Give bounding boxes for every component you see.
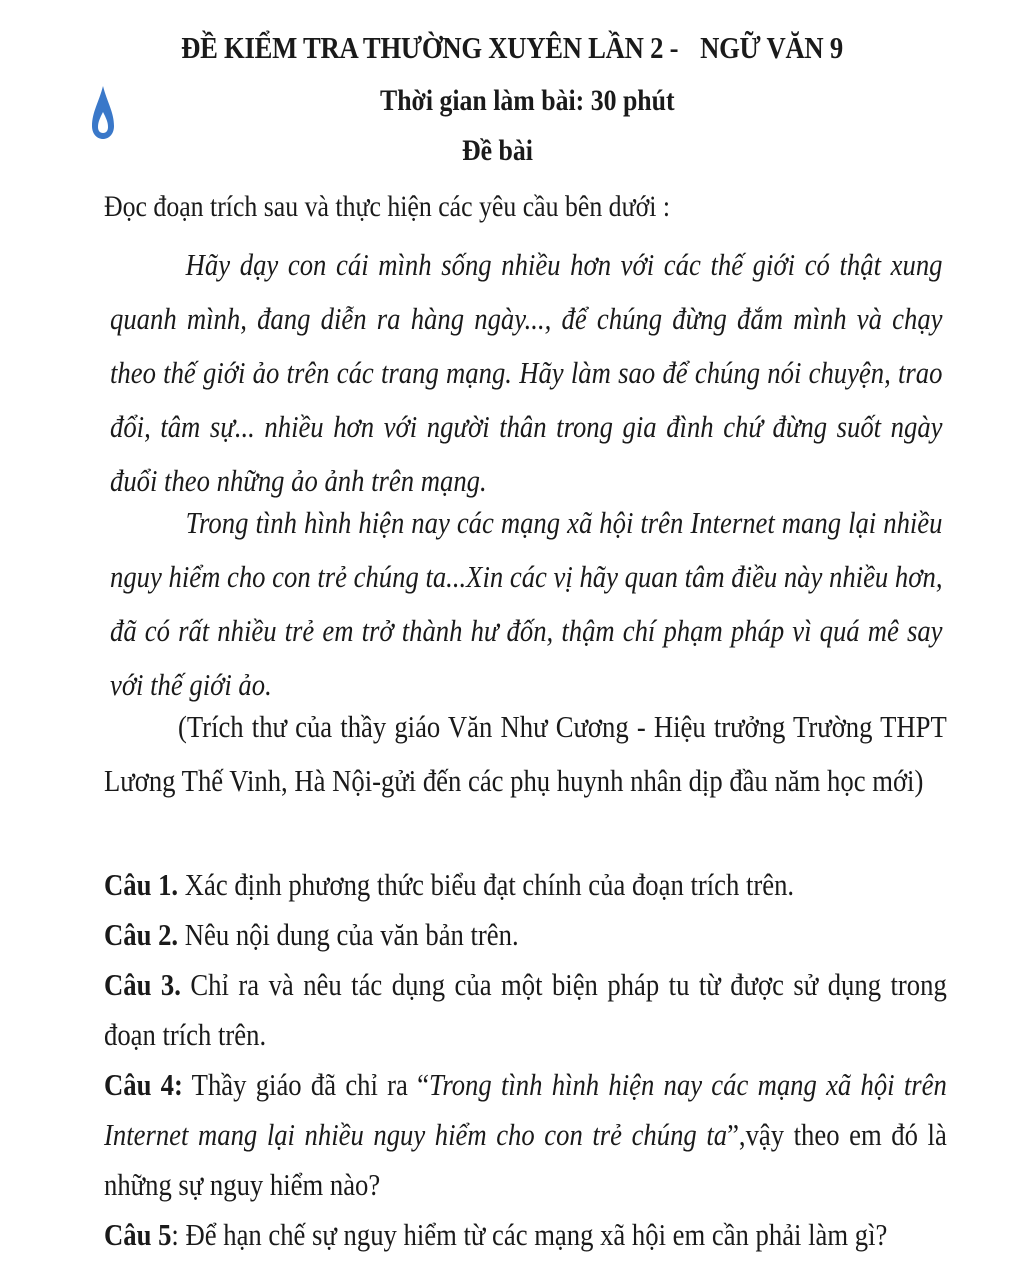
question-2 xyxy=(104,910,947,960)
title-separator: - xyxy=(663,30,685,65)
question-label: Câu 5 xyxy=(104,1217,172,1252)
question-text: Nêu nội dung của văn bản trên. xyxy=(178,917,519,952)
question-list xyxy=(104,860,947,1260)
question-text-after: ”,vậy theo em đó là những sự nguy hiểm nào? xyxy=(104,1117,947,1202)
question-text: : Để hạn chế sự nguy hiểm từ các mạng xã hội em cần phải làm gì? xyxy=(171,1217,888,1252)
question-label: Câu 3. xyxy=(104,967,181,1002)
reading-instruction: Đọc đoạn trích sau và thực hiện các yêu cầu bên dưới : xyxy=(104,190,671,223)
exam-subject: NGỮ VĂN 9 xyxy=(700,30,843,65)
excerpt-citation xyxy=(104,700,947,808)
question-text-before: Thầy giáo đã chỉ ra “ xyxy=(182,1067,429,1102)
excerpt-paragraph-1 xyxy=(110,238,942,508)
question-5 xyxy=(104,1210,947,1260)
exam-title xyxy=(72,30,953,66)
exam-title-main: ĐỀ KIỂM TRA THƯỜNG XUYÊN LẦN 2 xyxy=(181,30,664,65)
excerpt-paragraph-2 xyxy=(110,496,942,712)
question-4 xyxy=(104,1060,947,1210)
question-3 xyxy=(104,960,947,1060)
question-1 xyxy=(104,860,947,910)
excerpt-text-1: Hãy dạy con cái mình sống nhiều hơn với các thế giới có thật xung quanh mình, đang diễn ra hàng ngày..., để chúng đừng đắm mình và chạy theo thế giới ảo trên các trang mạng. Hãy làm sao để chúng nói chuyện, trao đổi, tâm sự... nhiều hơn với người thân trong gia đình chứ đừng suốt ngày đuổi theo những ảo ảnh trên mạng. xyxy=(110,247,943,498)
section-heading: Đề bài xyxy=(462,134,533,167)
question-label: Câu 2. xyxy=(104,917,179,952)
water-drop-icon xyxy=(90,82,116,142)
question-text: Chỉ ra và nêu tác dụng của một biện pháp tu từ được sử dụng trong đoạn trích trên. xyxy=(104,967,947,1052)
question-label: Câu 4: xyxy=(104,1067,183,1102)
question-label: Câu 1. xyxy=(104,867,179,902)
exam-time: Thời gian làm bài: 30 phút xyxy=(380,84,675,117)
question-quote: Trong tình hình hiện nay các mạng xã hội trên Internet mang lại nhiều nguy hiểm cho con trẻ chúng ta xyxy=(104,1067,947,1152)
citation-text: (Trích thư của thầy giáo Văn Như Cương - Hiệu trưởng Trường THPT Lương Thế Vinh, Hà Nội-gửi đến các phụ huynh nhân dịp đầu năm học mới) xyxy=(104,709,947,798)
question-text: Xác định phương thức biểu đạt chính của đoạn trích trên. xyxy=(178,867,795,902)
excerpt-text-2: Trong tình hình hiện nay các mạng xã hội trên Internet mang lại nhiều nguy hiểm cho con trẻ chúng ta...Xin các vị hãy quan tâm điều này nhiều hơn, đã có rất nhiều trẻ em trở thành hư đốn, thậm chí phạm pháp vì quá mê say với thế giới ảo. xyxy=(110,505,943,702)
